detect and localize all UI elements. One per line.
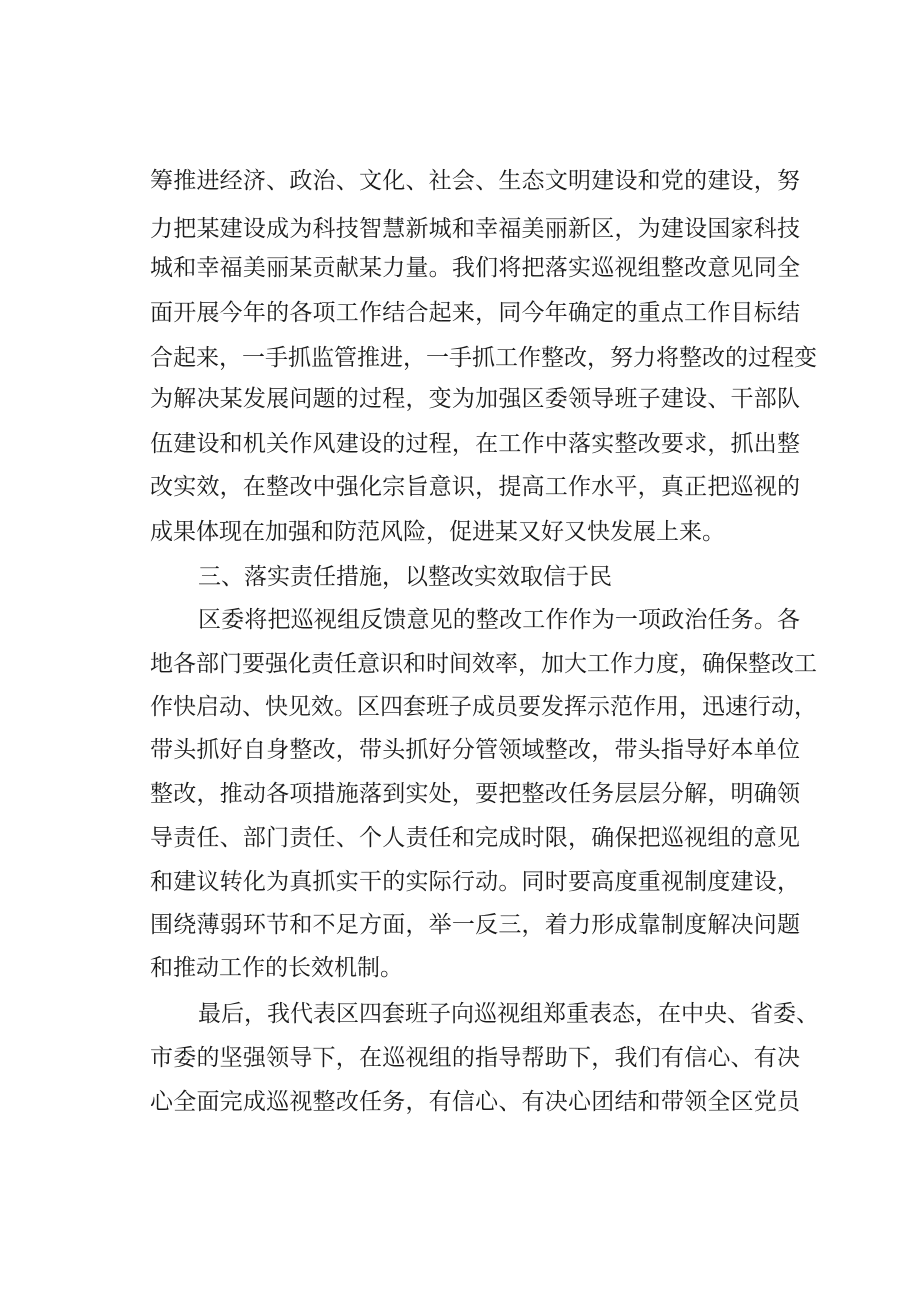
paragraph-line: 作快启动、快见效。区四套班子成员要发挥示范作用，迅速行动， [150,694,817,720]
paragraph-line: 合起来，一手抓监管推进，一手抓工作整改，努力将整改的过程变 [150,345,817,371]
paragraph-line: 面开展今年的各项工作结合起来，同今年确定的重点工作目标结 [150,300,800,326]
paragraph-line: 导责任、部门责任、个人责任和完成时限，确保把巡视组的意见 [150,825,800,851]
section-heading: 三、落实责任措施，以整改实效取信于民 [198,564,612,590]
paragraph-line: 为解决某发展问题的过程，变为加强区委领导班子建设、干部队 [150,386,800,412]
paragraph-line: 围绕薄弱环节和不足方面，举一反三，着力形成靠制度解决问题 [150,912,800,938]
paragraph-line: 和建议转化为真抓实干的实际行动。同时要高度重视制度建设， [150,869,800,895]
paragraph-line: 改实效，在整改中强化宗旨意识，提高工作水平，真正把巡视的 [150,474,800,500]
paragraph-line: 筹推进经济、政治、文化、社会、生态文明建设和党的建设，努 [150,168,800,194]
paragraph-line: 最后，我代表区四套班子向巡视组郑重表态，在中央、省委、 [198,1001,819,1027]
paragraph-line: 力把某建设成为科技智慧新城和幸福美丽新区，为建设国家科技 [150,216,800,242]
paragraph-line: 城和幸福美丽某贡献某力量。我们将把落实巡视组整改意见同全 [150,255,800,281]
paragraph-line: 整改，推动各项措施落到实处，要把整改任务层层分解，明确领 [150,781,800,807]
paragraph-line: 伍建设和机关作风建设的过程，在工作中落实整改要求，抓出整 [150,431,800,457]
paragraph-line: 区委将把巡视组反馈意见的整改工作作为一项政治任务。各 [198,607,800,633]
paragraph-line: 心全面完成巡视整改任务，有信心、有决心团结和带领全区党员 [150,1089,800,1115]
paragraph-line: 成果体现在加强和防范风险，促进某又好又快发展上来。 [150,519,725,545]
paragraph-line: 地各部门要强化责任意识和时间效率，加大工作力度，确保整改工 [150,651,817,677]
paragraph-line: 带头抓好自身整改，带头抓好分管领域整改，带头指导好本单位 [150,737,800,763]
paragraph-line: 市委的坚强领导下，在巡视组的指导帮助下，我们有信心、有决 [150,1045,800,1071]
paragraph-line: 和推动工作的长效机制。 [150,955,403,981]
